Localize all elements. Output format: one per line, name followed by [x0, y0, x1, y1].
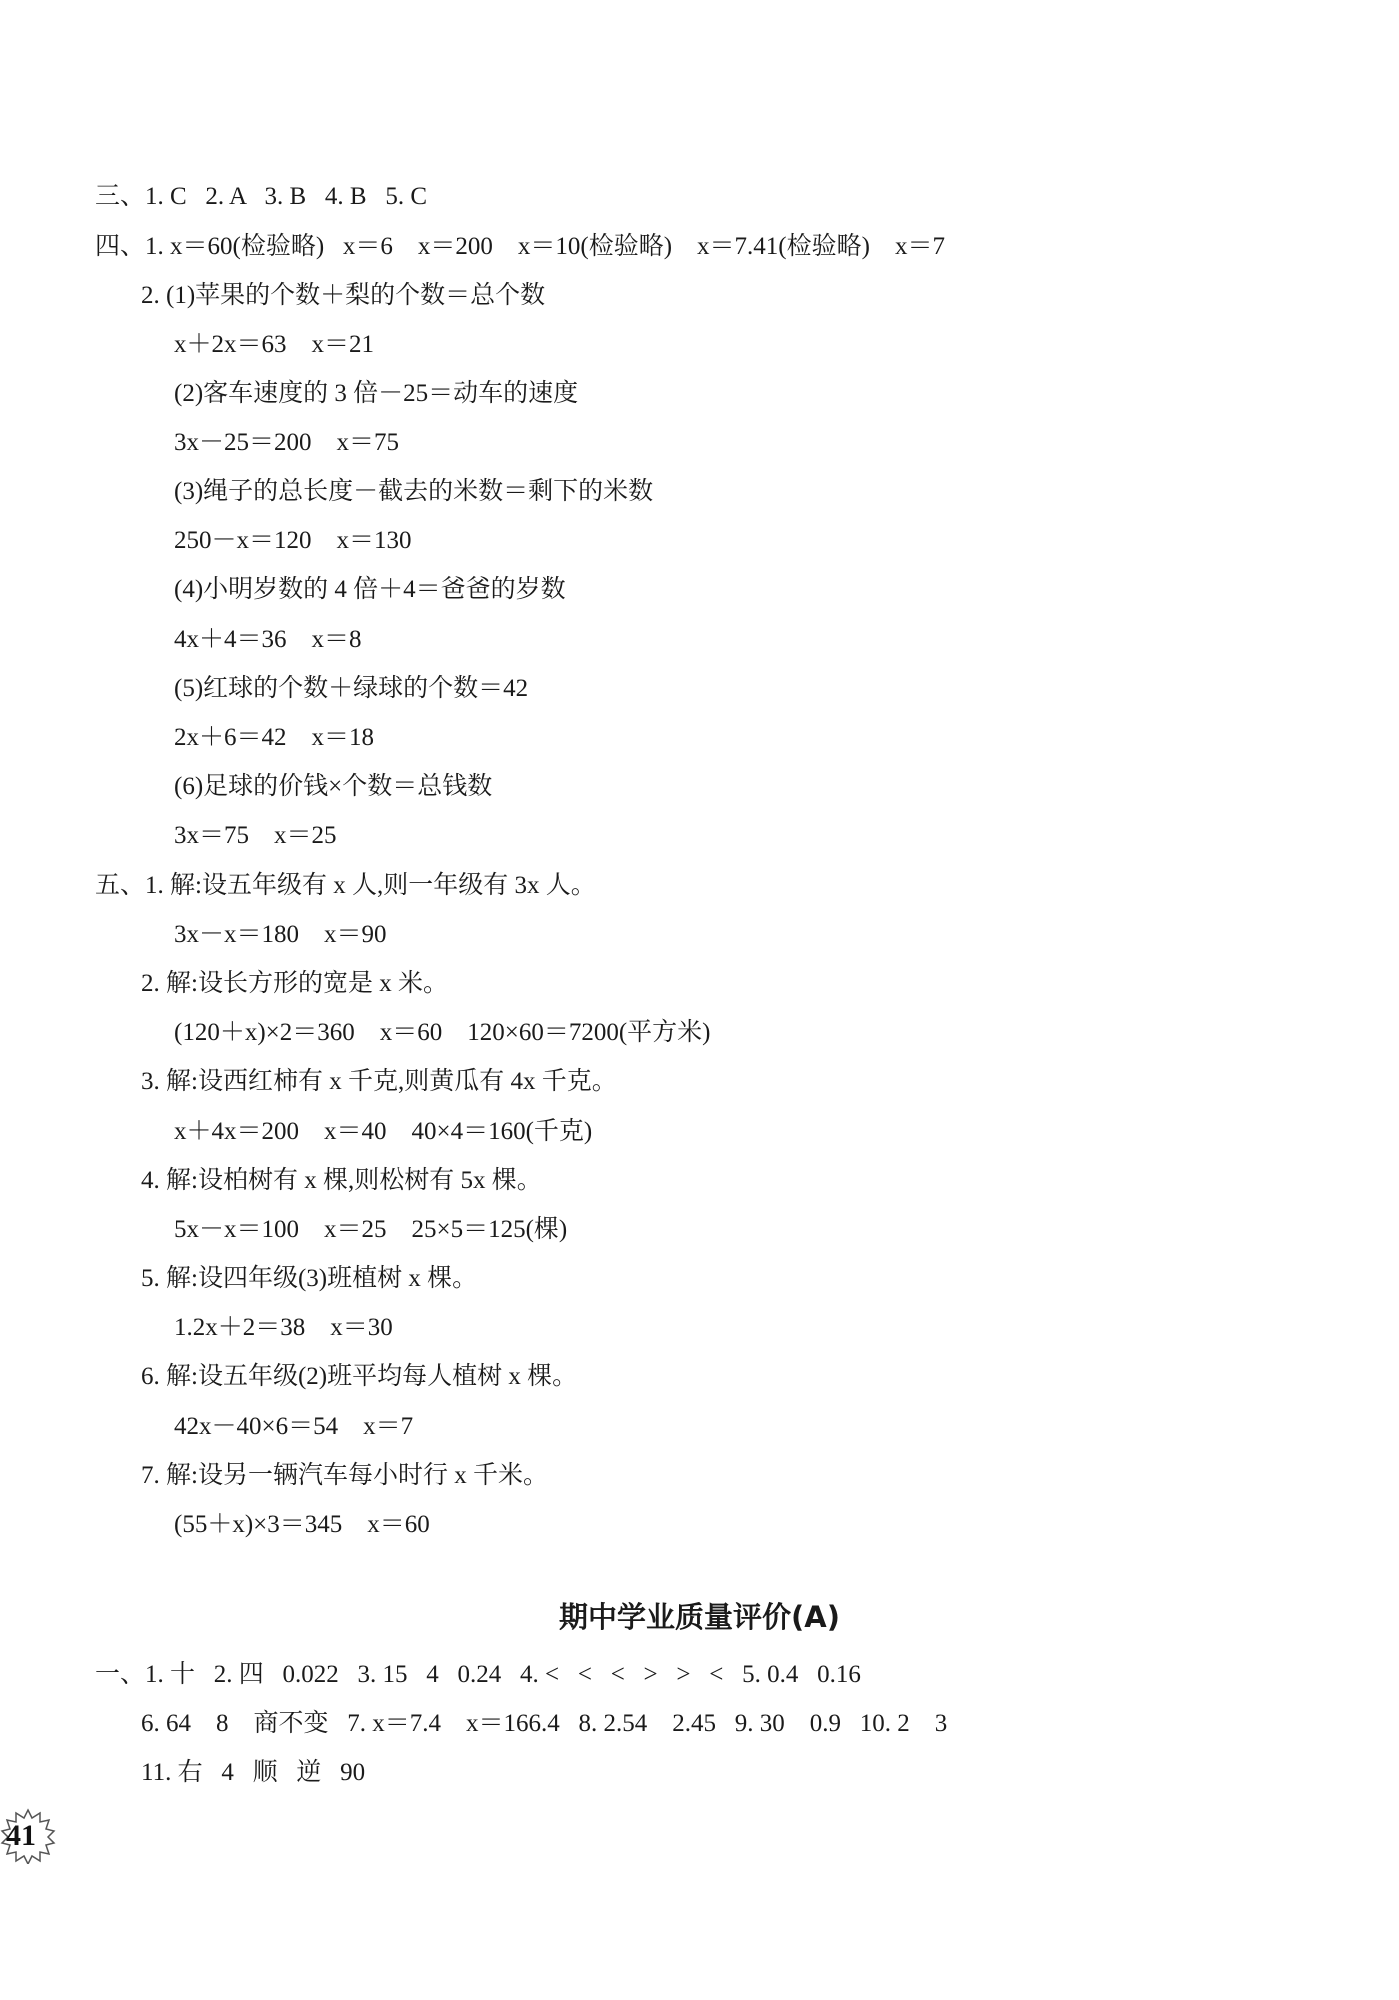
answer-line-4-1: 四、1. x＝60(检验略) x＝6 x＝200 x＝10(检验略) x＝7.41(检验略) x＝7	[95, 233, 945, 260]
equation-line: 250－x＝120 x＝130	[174, 527, 412, 554]
equation-line: (55＋x)×3＝345 x＝60	[174, 1511, 430, 1538]
equation-line: 3x＝75 x＝25	[174, 822, 337, 849]
equation-line: 3x－25＝200 x＝75	[174, 429, 400, 456]
page-number: 41	[6, 1819, 36, 1852]
equation-line: 4x＋4＝36 x＝8	[174, 626, 362, 653]
answer-line-5-4: 4. 解:设柏树有 x 棵,则松树有 5x 棵。	[141, 1167, 542, 1194]
equation-line: 3x－x＝180 x＝90	[174, 921, 387, 948]
relation-line: (5)红球的个数＋绿球的个数＝42	[174, 675, 529, 702]
equation-line: (120＋x)×2＝360 x＝60 120×60＝7200(平方米)	[174, 1019, 711, 1046]
answer-line-4-2: 2. (1)苹果的个数＋梨的个数＝总个数	[141, 282, 546, 309]
midterm-answer-line-1: 一、1. 十 2. 四 0.022 3. 15 4 0.24 4. < < < > > < 5. 0.4 0.16	[95, 1661, 861, 1688]
answer-line-5-2: 2. 解:设长方形的宽是 x 米。	[141, 970, 448, 997]
equation-line: 2x＋6＝42 x＝18	[174, 724, 375, 751]
relation-line: (3)绳子的总长度－截去的米数＝剩下的米数	[174, 478, 654, 505]
equation-line: 1.2x＋2＝38 x＝30	[174, 1314, 393, 1341]
equation-line: x＋4x＝200 x＝40 40×4＝160(千克)	[174, 1118, 593, 1145]
relation-line: (4)小明岁数的 4 倍＋4＝爸爸的岁数	[174, 576, 566, 603]
relation-line: (2)客车速度的 3 倍－25＝动车的速度	[174, 380, 579, 407]
equation-line: x＋2x＝63 x＝21	[174, 331, 375, 358]
equation-line: 42x－40×6＝54 x＝7	[174, 1413, 414, 1440]
answer-line-5-3: 3. 解:设西红柿有 x 千克,则黄瓜有 4x 千克。	[141, 1068, 617, 1095]
answer-line-5-6: 6. 解:设五年级(2)班平均每人植树 x 棵。	[141, 1363, 578, 1390]
midterm-answer-line-6: 6. 64 8 商不变 7. x＝7.4 x＝166.4 8. 2.54 2.45 9. 30 0.9 10. 2 3	[141, 1710, 948, 1737]
page-number-badge	[0, 1808, 56, 1864]
section-title: 期中学业质量评价(A)	[559, 1600, 840, 1634]
midterm-answer-line-11: 11. 右 4 顺 逆 90	[141, 1759, 366, 1786]
answer-line-5-5: 5. 解:设四年级(3)班植树 x 棵。	[141, 1265, 478, 1292]
relation-line: (6)足球的价钱×个数＝总钱数	[174, 773, 493, 800]
answer-line-5-7: 7. 解:设另一辆汽车每小时行 x 千米。	[141, 1462, 548, 1489]
answer-line-5-1: 五、1. 解:设五年级有 x 人,则一年级有 3x 人。	[95, 872, 596, 899]
answer-line-3-1: 三、1. C 2. A 3. B 4. B 5. C	[95, 183, 427, 210]
equation-line: 5x－x＝100 x＝25 25×5＝125(棵)	[174, 1216, 568, 1243]
